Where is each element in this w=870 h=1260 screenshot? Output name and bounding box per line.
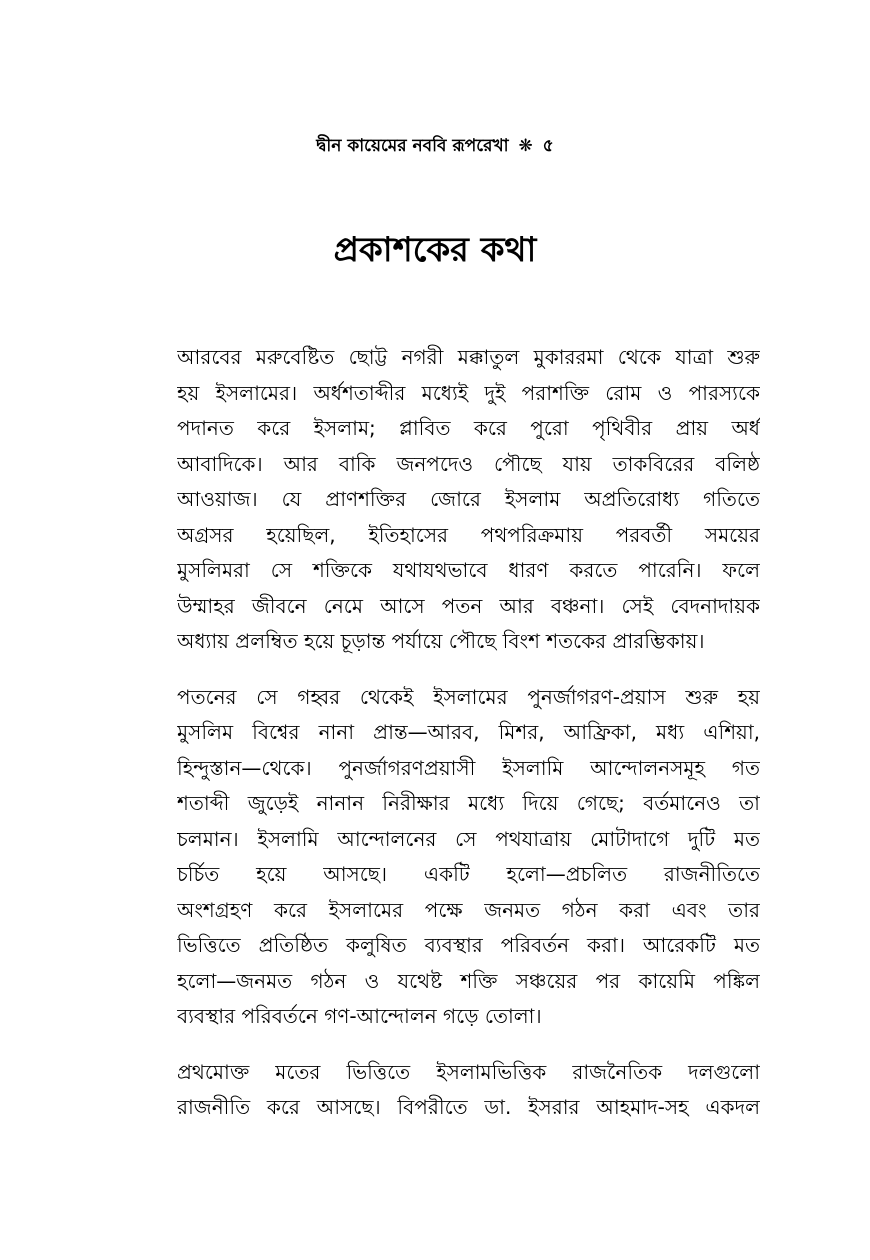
text-line: চলমান। ইসলামি আন্দোলনের সে পথযাত্রায় মোটাদাগে দুটি মত xyxy=(177,826,760,851)
text-line: হিন্দুস্তান—থেকে। পুনর্জাগরণপ্রয়াসী ইসলামি আন্দোলনসমূহ গত xyxy=(177,755,760,780)
text-line: ব্যবস্থার পরিবর্তনে গণ-আন্দোলন গড়ে তোলা। xyxy=(177,1004,542,1028)
text-line: অংশগ্রহণ করে ইসলামের পক্ষে জনমত গঠন করা এবং তার xyxy=(177,897,760,922)
paragraph xyxy=(177,340,760,660)
paragraph xyxy=(177,680,760,1035)
text-line: অগ্রসর হয়েছিল, ইতিহাসের পথপরিক্রমায় পরবর্তী সময়ের xyxy=(177,522,760,547)
running-header xyxy=(0,134,870,158)
text-line: রাজনীতি করে আসছে। বিপরীতে ডা. ইসরার আহমাদ-সহ একদল xyxy=(177,1095,760,1119)
text-line: আওয়াজ। যে প্রাণশক্তির জোরে ইসলাম অপ্রতিরোধ্য গতিতে xyxy=(177,487,760,511)
text-line: মুসলিমরা সে শক্তিকে যথাযথভাবে ধারণ করতে পারেনি। ফলে xyxy=(177,558,760,582)
book-title: দ্বীন কায়েমের নববি রূপরেখা xyxy=(316,136,509,156)
text-line: হয় ইসলামের। অর্ধশতাব্দীর মধ্যেই দুই পরাশক্তি রোম ও পারস্যকে xyxy=(177,380,760,405)
text-line: উম্মাহর জীবনে নেমে আসে পতন আর বঞ্চনা। সেই বেদনাদায়ক xyxy=(177,593,760,618)
page-number: ৫ xyxy=(542,136,554,156)
text-line: শতাব্দী জুড়েই নানান নিরীক্ষার মধ্যে দিয়ে গেছে; বর্তমানেও তা xyxy=(177,791,760,815)
text-line: অধ্যায় প্রলম্বিত হয়ে চূড়ান্ত পর্যায়ে পৌছে বিংশ শতকের প্রারম্ভিকায়। xyxy=(177,629,705,653)
text-line: পতনের সে গহ্বর থেকেই ইসলামের পুনর্জাগরণ-প্রয়াস শুরু হয় xyxy=(177,684,760,709)
text-line: আরবের মরুবেষ্টিত ছোট্ট নগরী মক্কাতুল মুকাররমা থেকে যাত্রা শুরু xyxy=(177,345,760,369)
paragraph xyxy=(177,1055,760,1126)
text-line: পদানত করে ইসলাম; প্লাবিত করে পুরো পৃথিবীর প্রায় অর্ধ xyxy=(177,416,760,440)
text-line: হলো—জনমত গঠন ও যথেষ্ট শক্তি সঞ্চয়ের পর কায়েমি পঙ্কিল xyxy=(177,968,760,993)
separator-ornament-icon: ❋ xyxy=(518,136,533,156)
text-line: ভিত্তিতে প্রতিষ্ঠিত কলুষিত ব্যবস্থার পরিবর্তন করা। আরেকটি মত xyxy=(177,933,760,957)
text-line: চর্চিত হয়ে আসছে। একটি হলো—প্রচলিত রাজনীতিতে xyxy=(177,862,760,886)
page-title: প্রকাশকের কথা xyxy=(333,230,537,270)
body-text xyxy=(177,340,760,1146)
text-line: মুসলিম বিশ্বের নানা প্রান্ত—আরব, মিশর, আফ্রিকা, মধ্য এশিয়া, xyxy=(177,720,760,744)
text-line: আবাদিকে। আর বাকি জনপদেও পৌছে যায় তাকবিরের বলিষ্ঠ xyxy=(177,451,760,476)
text-line: প্রথমোক্ত মতের ভিত্তিতে ইসলামভিত্তিক রাজনৈতিক দলগুলো xyxy=(177,1059,760,1084)
